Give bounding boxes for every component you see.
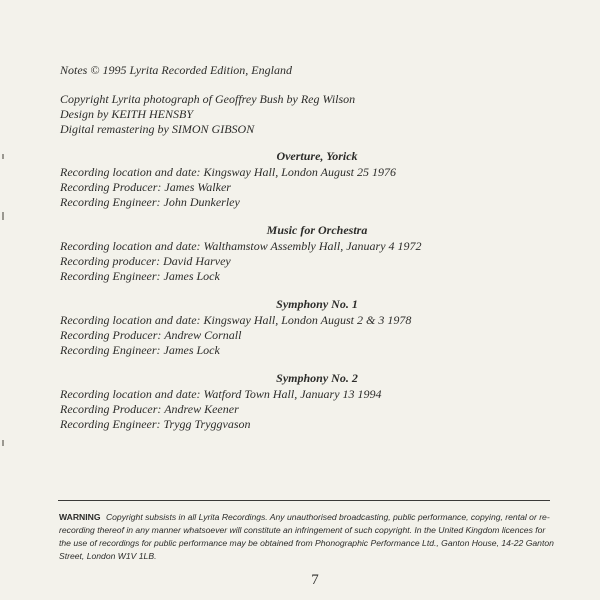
- recording-producer: Recording Producer: Andrew Keener: [60, 402, 239, 416]
- recording-location: Recording location and date: Kingsway Hall, London August 2 & 3 1978: [60, 313, 412, 327]
- credit-remastering: Digital remastering by SIMON GIBSON: [60, 122, 255, 136]
- notes-credit: Notes © 1995 Lyrita Recorded Edition, England: [60, 63, 292, 77]
- page-number: 7: [311, 572, 319, 588]
- work-title: Overture, Yorick: [276, 149, 358, 163]
- divider-rule: [58, 500, 550, 501]
- warning-text: Copyright subsists in all Lyrita Recordings. Any unauthorised broadcasting, public performance, copying, rental or re-recording thereof in any manner whatsoever will constitute an infringement of such copyright. In the United Kingdom licences for the use of recordings for public performance may be obtained from Phonographic Performance Ltd., Ganton House, 14-22 Ganton Street, London W1V 1LB.: [59, 512, 554, 561]
- work-title: Music for Orchestra: [266, 223, 368, 237]
- recording-engineer: Recording Engineer: Trygg Tryggvason: [60, 417, 251, 431]
- recording-producer: Recording Producer: Andrew Cornall: [60, 328, 242, 342]
- recording-location: Recording location and date: Walthamstow Assembly Hall, January 4 1972: [60, 239, 422, 253]
- recording-engineer: Recording Engineer: John Dunkerley: [60, 195, 240, 209]
- recording-location: Recording location and date: Kingsway Hall, London August 25 1976: [60, 165, 396, 179]
- recording-producer: Recording producer: David Harvey: [60, 254, 231, 268]
- work-title: Symphony No. 2: [276, 371, 358, 385]
- work-title: Symphony No. 1: [276, 297, 358, 311]
- warning-label: WARNING: [59, 512, 101, 522]
- credit-design: Design by KEITH HENSBY: [60, 107, 193, 121]
- scan-edge-mark: [2, 212, 4, 220]
- recording-engineer: Recording Engineer: James Lock: [60, 343, 220, 357]
- copyright-warning: [59, 511, 559, 563]
- scan-edge-mark: [2, 440, 4, 446]
- recording-engineer: Recording Engineer: James Lock: [60, 269, 220, 283]
- credit-photo: Copyright Lyrita photograph of Geoffrey Bush by Reg Wilson: [60, 92, 356, 106]
- recording-producer: Recording Producer: James Walker: [60, 180, 231, 194]
- recording-location: Recording location and date: Watford Town Hall, January 13 1994: [60, 387, 382, 401]
